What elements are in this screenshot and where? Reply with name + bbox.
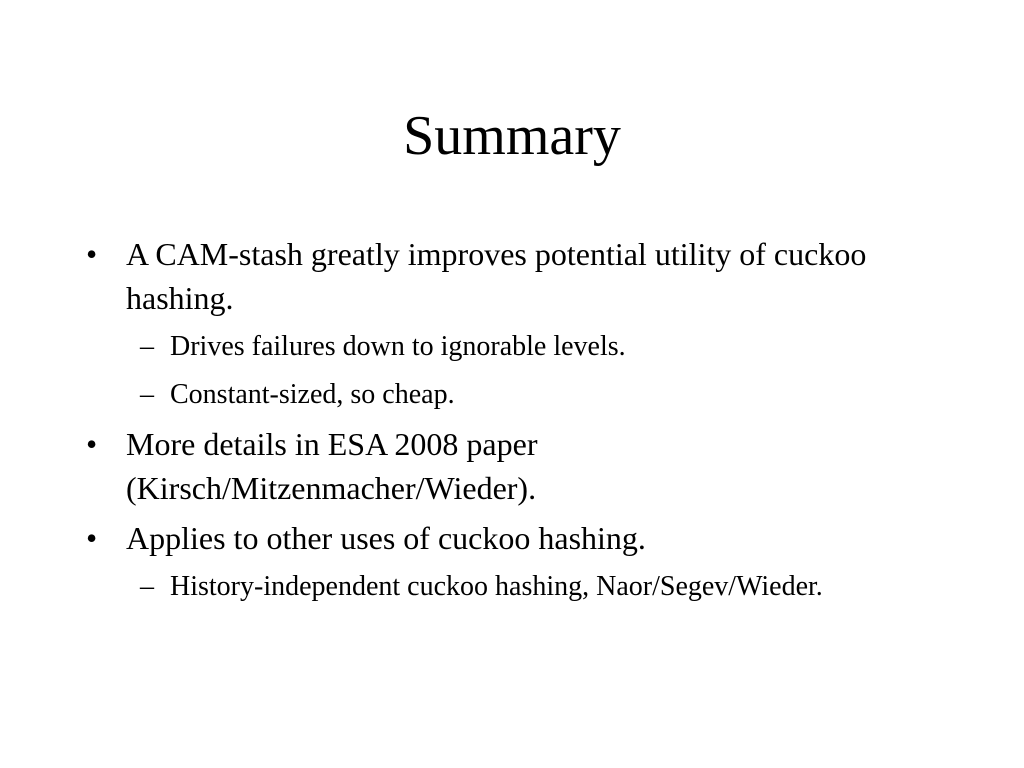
bullet-marker: • xyxy=(86,520,98,556)
sub-bullet-text: Drives failures down to ignorable levels. xyxy=(170,331,626,362)
bullet-marker: • xyxy=(86,236,98,272)
sub-bullet-marker: – xyxy=(140,571,154,602)
sub-bullet-item xyxy=(126,566,944,608)
sub-bullet-item xyxy=(126,326,944,368)
bullet-text: A CAM-stash greatly improves potential utility of cuckoo hashing. xyxy=(126,236,867,316)
slide-title: Summary xyxy=(403,105,621,167)
sub-bullet-text: History-independent cuckoo hashing, Naor/Segev/Wieder. xyxy=(170,571,823,602)
bullet-list xyxy=(84,232,944,614)
sub-bullet-list xyxy=(126,566,944,608)
bullet-item-2 xyxy=(84,422,944,510)
sub-bullet-item xyxy=(126,374,944,416)
sub-bullet-text: Constant-sized, so cheap. xyxy=(170,379,455,410)
bullet-text: Applies to other uses of cuckoo hashing. xyxy=(126,520,646,556)
bullet-marker: • xyxy=(86,426,98,462)
bullet-item-1 xyxy=(84,232,944,416)
sub-bullet-marker: – xyxy=(140,379,154,410)
bullet-text: More details in ESA 2008 paper (Kirsch/Mitzenmacher/Wieder). xyxy=(126,426,538,506)
sub-bullet-marker: – xyxy=(140,331,154,362)
sub-bullet-list xyxy=(126,326,944,416)
bullet-item-3 xyxy=(84,516,944,608)
